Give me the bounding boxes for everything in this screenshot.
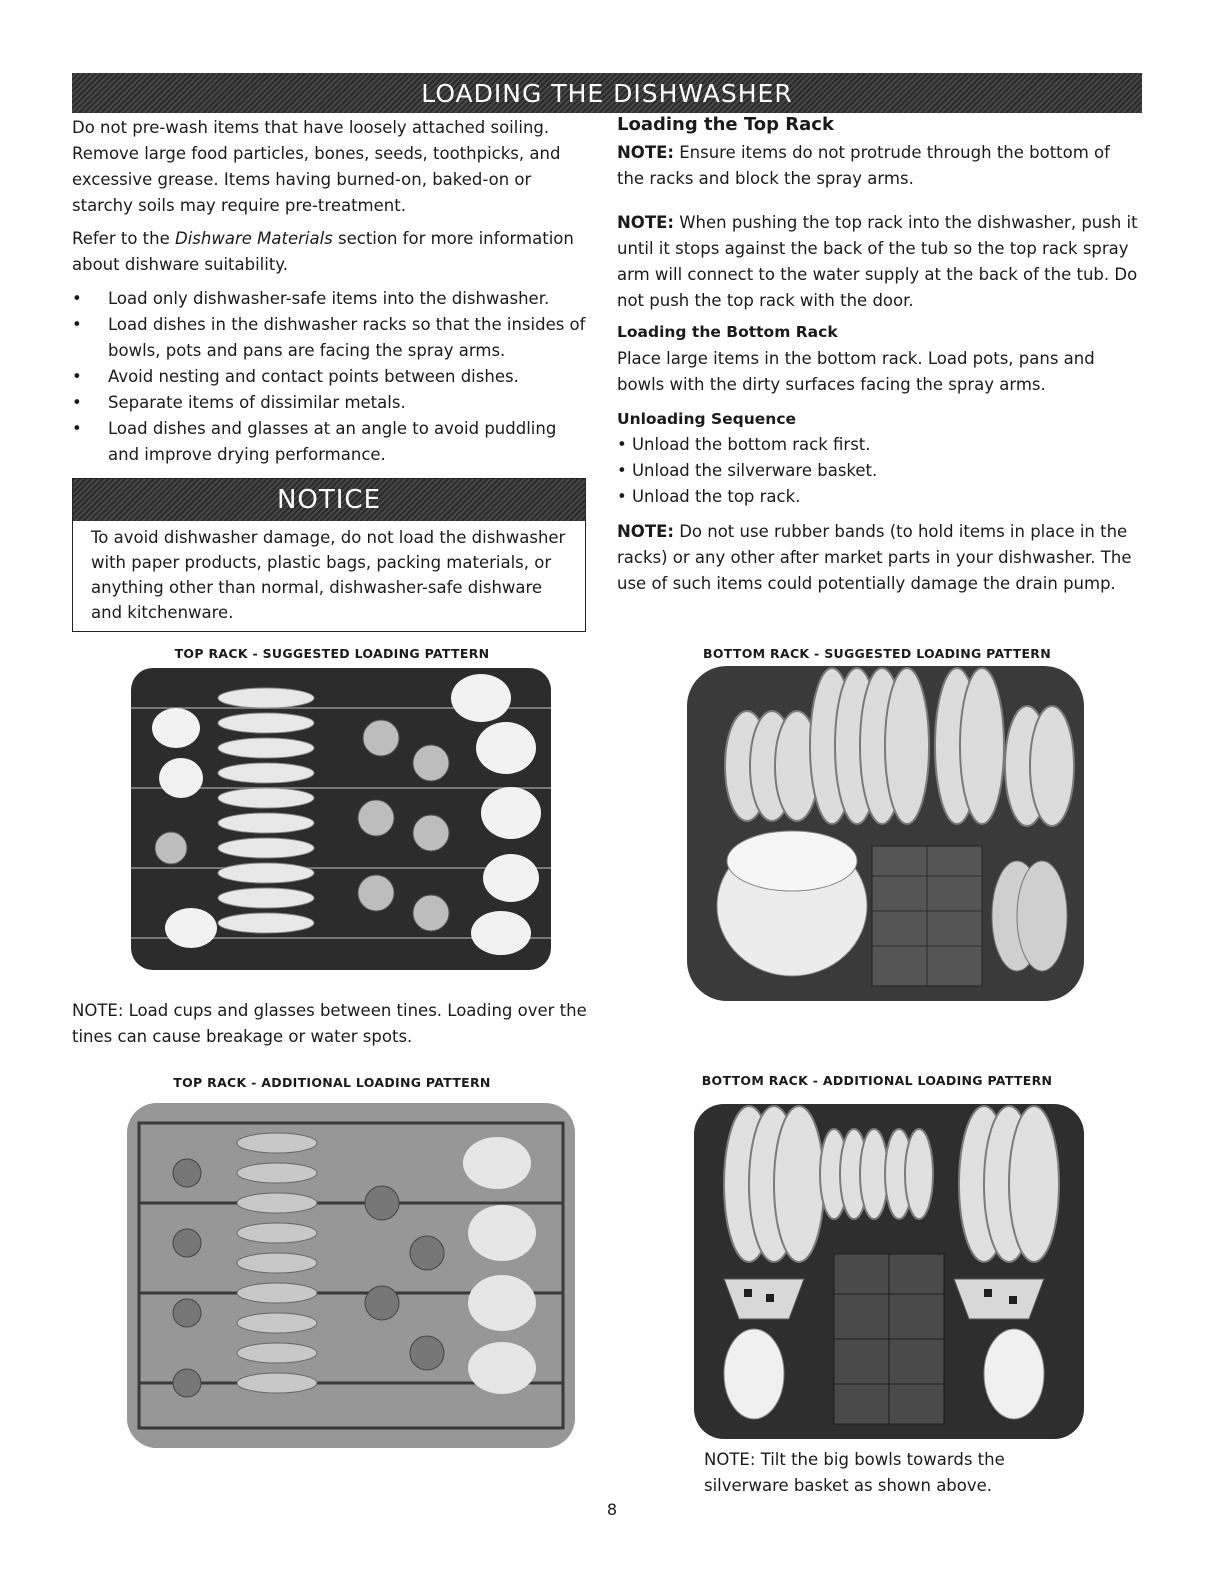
top-rack-note: NOTE: Load cups and glasses between tines. Loading over the tines can cause breakage or water spots. <box>72 1001 587 1046</box>
top-rack-note-1: NOTE: Ensure items do not protrude through the bottom of the racks and block the spray arms. <box>617 143 1110 188</box>
bottom-rack-heading: Loading the Bottom Rack <box>617 323 838 341</box>
top-rack-suggested-caption: TOP RACK - SUGGESTED LOADING PATTERN <box>174 646 490 661</box>
bottom-rack-suggested-caption: BOTTOM RACK - SUGGESTED LOADING PATTERN <box>703 646 1051 661</box>
bottom-rack-note: NOTE: Tilt the big bowls towards the silverware basket as shown above. <box>704 1450 1005 1495</box>
list-item: • Load only dishwasher-safe items into the dishwasher. <box>72 286 592 312</box>
top-rack-note-2: NOTE: When pushing the top rack into the dishwasher, push it until it stops against the back of the tub so the top rack spray arm will connect to the water supply at the back of the tub. Do not push the top rack with the door. <box>617 213 1138 310</box>
list-item: • Separate items of dissimilar metals. <box>72 390 592 416</box>
bottom-rack-additional-caption: BOTTOM RACK - ADDITIONAL LOADING PATTERN <box>701 1073 1053 1088</box>
list-item: • Unload the silverware basket. <box>617 461 878 480</box>
bottom-rack-paragraph: Place large items in the bottom rack. Load pots, pans and bowls with the dirty surfaces facing the spray arms. <box>617 349 1095 394</box>
top-rack-additional-photo <box>127 1103 575 1448</box>
notice-box <box>72 478 586 632</box>
page-number: 8 <box>606 1500 618 1519</box>
bottom-rack-additional-photo <box>694 1104 1084 1439</box>
intro-paragraph: Do not pre-wash items that have loosely attached soiling. Remove large food particles, bones, seeds, toothpicks, and excessive grease. Items having burned-on, baked-on or starchy soils may require pre-treatment. <box>72 118 561 215</box>
list-item: • Unload the top rack. <box>617 487 801 506</box>
top-rack-heading: Loading the Top Rack <box>617 114 834 135</box>
list-item: • Load dishes and glasses at an angle to avoid puddling and improve drying performance. <box>72 416 592 468</box>
refer-paragraph: Refer to the Dishware Materials section for more information about dishware suitability. <box>72 229 574 274</box>
bottom-rack-suggested-photo <box>687 666 1084 1001</box>
notice-title: NOTICE <box>276 485 382 515</box>
rubber-bands-note: NOTE: Do not use rubber bands (to hold items in place in the racks) or any other after market parts in your dishwasher. The use of such items could potentially damage the drain pump. <box>617 522 1132 593</box>
unloading-list <box>617 432 1117 510</box>
notice-text: To avoid dishwasher damage, do not load the dishwasher with paper products, plastic bags, packing materials, or anything other than normal, dishwasher-safe dishware and kitchenware. <box>91 528 566 622</box>
loading-tips-list <box>72 286 592 468</box>
unloading-heading: Unloading Sequence <box>617 410 797 428</box>
top-rack-additional-caption: TOP RACK - ADDITIONAL LOADING PATTERN <box>173 1075 491 1090</box>
section-title: LOADING THE DISHWASHER <box>421 78 793 108</box>
dishware-materials-ref: Dishware Materials <box>175 229 333 248</box>
section-banner <box>72 73 1142 113</box>
list-item: • Load dishes in the dishwasher racks so that the insides of bowls, pots and pans are facing the spray arms. <box>72 312 592 364</box>
top-rack-suggested-photo <box>131 668 551 970</box>
list-item: • Avoid nesting and contact points between dishes. <box>72 364 592 390</box>
notice-header <box>73 479 585 521</box>
list-item: • Unload the bottom rack first. <box>617 435 871 454</box>
